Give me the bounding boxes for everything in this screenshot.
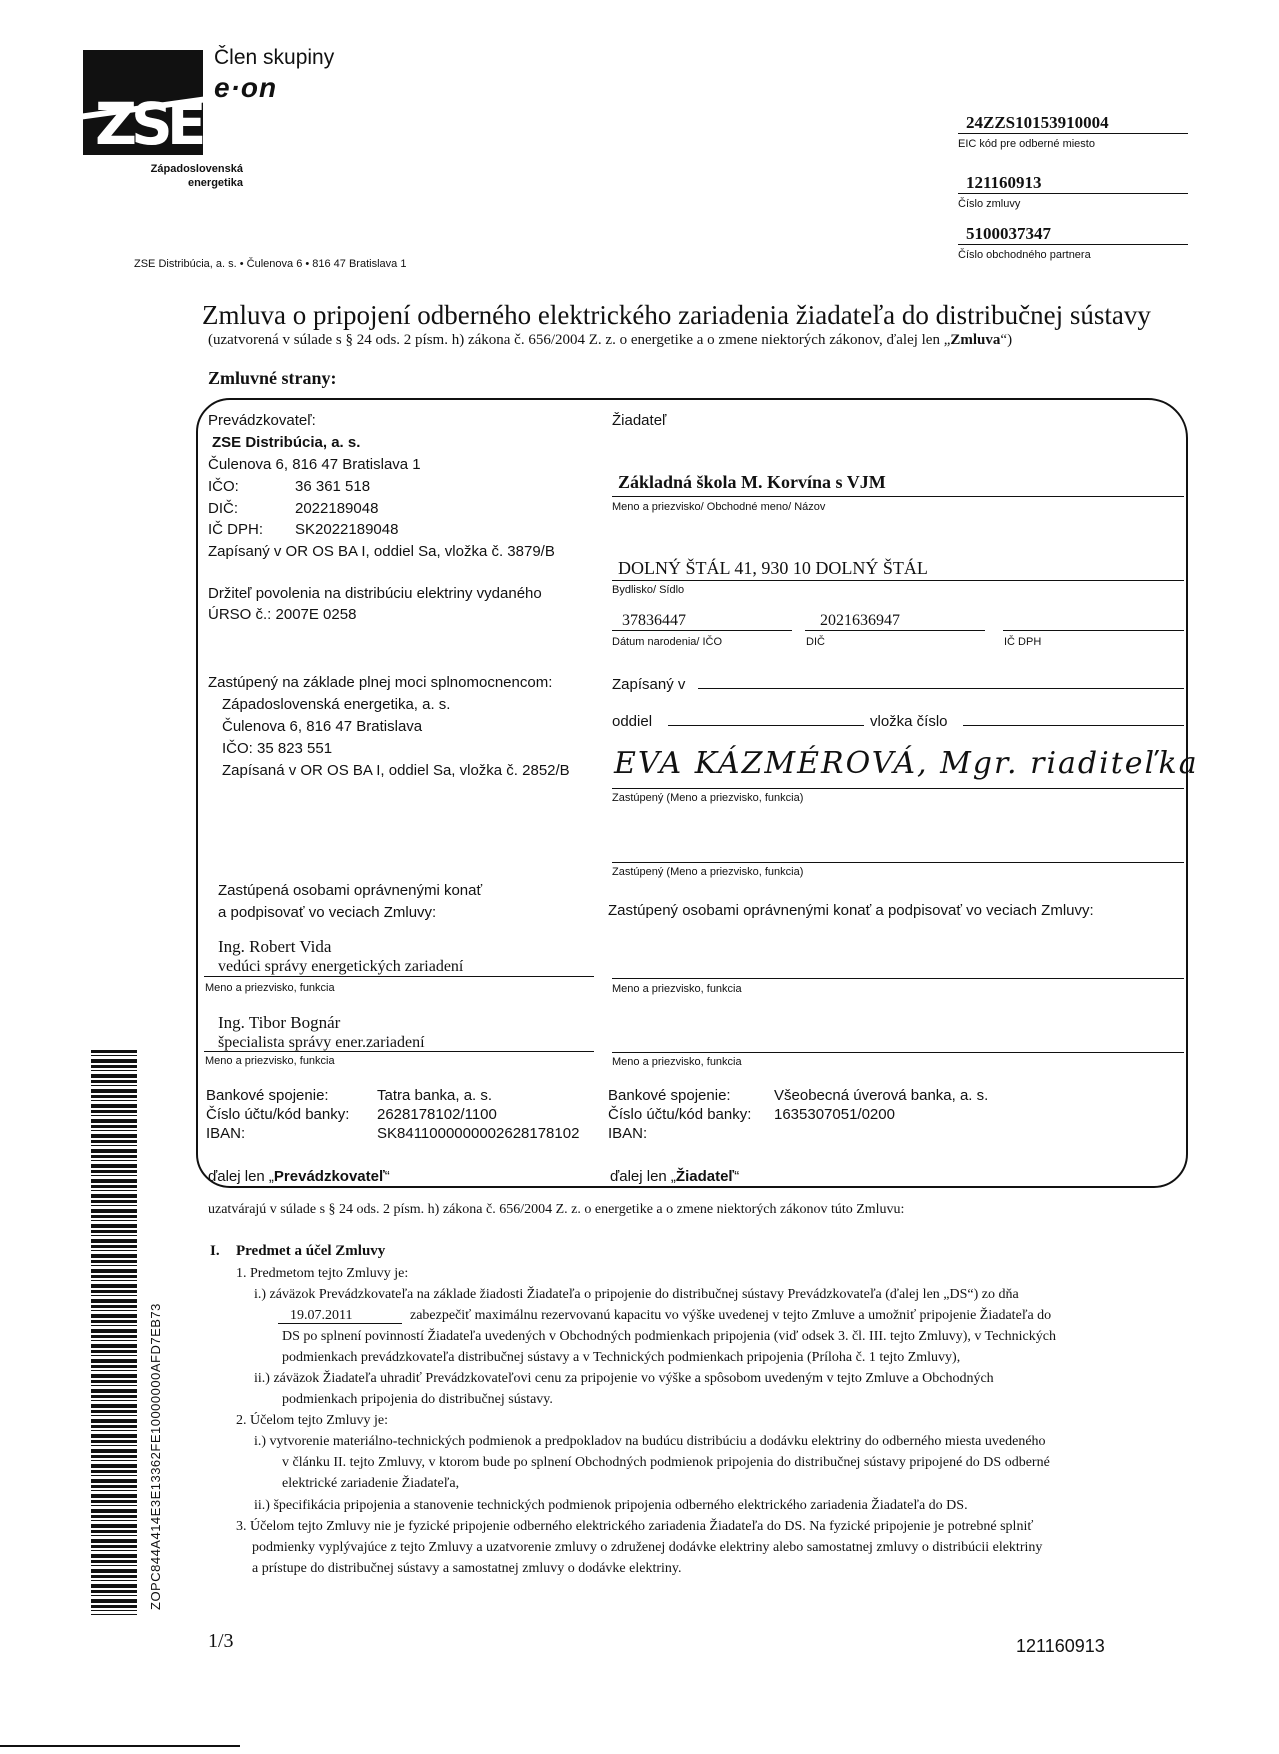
eic-block bbox=[958, 112, 1188, 150]
applicant-name-line bbox=[612, 496, 1184, 497]
paragraph-1: 1. Predmetom tejto Zmluvy je: bbox=[236, 1266, 409, 1281]
operator-hereinafter-prefix: ďalej len „ bbox=[208, 1168, 274, 1185]
applicant-icdph-line bbox=[1003, 630, 1184, 631]
applicant-dic-line bbox=[805, 630, 985, 631]
operator-license-1: Držiteľ povolenia na distribúciu elektriny vydaného bbox=[208, 585, 542, 602]
applicant-person2-line bbox=[612, 1052, 1184, 1053]
paragraph-1i-a: i.) záväzok Prevádzkovateľa na základe žiadosti Žiadateľa o pripojenie do distribučnej sústavy Prevádzkovateľa (ďalej len „DS“) zo dňa bbox=[254, 1287, 1019, 1302]
paragraph-3-a: 3. Účelom tejto Zmluvy nie je fyzické pripojenie odberného elektrického zariadenia Žiadateľa do DS. Na fyzické pripojenie je potrebné splniť bbox=[236, 1519, 1034, 1534]
paragraph-2: 2. Účelom tejto Zmluvy je: bbox=[236, 1413, 389, 1428]
logo-caption-line1: Západoslovenská bbox=[150, 163, 243, 175]
footer-contract-number: 121160913 bbox=[1016, 1636, 1105, 1656]
applicant-bank-label: Bankové spojenie: bbox=[608, 1087, 731, 1104]
applicant-section-label: oddiel bbox=[612, 713, 653, 730]
applicant-account-label: Číslo účtu/kód banky: bbox=[608, 1106, 752, 1123]
applicant-hereinafter-bold: Žiadateľ bbox=[675, 1168, 735, 1185]
contract-label: Číslo zmluvy bbox=[958, 198, 1021, 210]
operator-person1-line bbox=[204, 976, 594, 977]
subtitle-prefix: (uzatvorená v súlade s § 24 ods. 2 písm. h) zákona č. 656/2004 Z. z. o energetike a o zmene niektorých zákonov, ďalej len „ bbox=[208, 332, 951, 348]
operator-authorized-1: Zastúpená osobami oprávnenými konať bbox=[218, 882, 483, 899]
applicant-ico-caption: Dátum narodenia/ IČO bbox=[612, 636, 723, 648]
paragraph-1i-c: DS po splnení povinností Žiadateľa uvedených v Obchodných podmienkach pripojenia (viď odsek 3. čl. III. tejto Zmluvy), v Technických bbox=[282, 1329, 1056, 1344]
operator-person2-role: špecialista správy ener.zariadení bbox=[218, 1034, 425, 1051]
document-subtitle bbox=[208, 332, 1012, 349]
applicant-address-line bbox=[612, 580, 1184, 581]
applicant-iban-label: IBAN: bbox=[608, 1125, 648, 1142]
barcode bbox=[91, 1050, 137, 1615]
applicant-authorized: Zastúpený osobami oprávnenými konať a podpisovať vo veciach Zmluvy: bbox=[608, 902, 1094, 919]
operator-bank-label: Bankové spojenie: bbox=[206, 1087, 329, 1104]
operator-proxy-address: Čulenova 6, 816 47 Bratislava bbox=[222, 718, 423, 735]
paragraph-2i-b: v článku II. tejto Zmluvy, v ktorom bude po splnení Obchodných podmienok pripojenia do distribučnej sústavy pripojené do DS odberné bbox=[282, 1455, 1050, 1470]
company-address: ZSE Distribúcia, a. s. • Čulenova 6 • 816 47 Bratislava 1 bbox=[134, 258, 407, 270]
applicant-registered-label: Zapísaný v bbox=[612, 676, 686, 693]
applicant-icdph-caption: IČ DPH bbox=[1004, 636, 1042, 648]
applicant-insert-label: vložka číslo bbox=[870, 713, 948, 730]
applicant-dic: 2021636947 bbox=[820, 612, 900, 629]
paragraph-3-b: podmienky vyplývajúce z tejto Zmluvy a uzatvorenie zmluvy o združenej dodávke elektriny alebo samostatnej zmluvy o distribúcii elektriny bbox=[252, 1540, 1043, 1555]
applicant-name: Základná škola M. Korvína s VJM bbox=[618, 472, 886, 492]
operator-hereinafter-suffix: “ bbox=[384, 1168, 390, 1185]
operator-dic-label: DIČ: bbox=[208, 500, 238, 517]
applicant-hereinafter-prefix: ďalej len „ bbox=[610, 1168, 676, 1185]
logo-caption-line2: energetika bbox=[187, 177, 243, 189]
applicant-account: 1635307051/0200 bbox=[774, 1106, 895, 1123]
operator-icdph-label: IČ DPH: bbox=[208, 521, 264, 538]
document-title: Zmluva o pripojení odberného elektrického zariadenia žiadateľa do distribučnej sústavy bbox=[202, 300, 1151, 330]
operator-account-label: Číslo účtu/kód banky: bbox=[206, 1106, 350, 1123]
operator-icdph: SK2022189048 bbox=[295, 521, 399, 538]
applicant-person1-line bbox=[612, 978, 1184, 979]
operator-ico: 36 361 518 bbox=[295, 478, 371, 495]
applicant-ico-line bbox=[612, 630, 792, 631]
logo-caption bbox=[83, 162, 243, 190]
operator-proxy-name: Západoslovenská energetika, a. s. bbox=[222, 696, 451, 713]
subtitle-bold: Zmluva bbox=[950, 332, 1001, 348]
operator-dic: 2022189048 bbox=[295, 500, 379, 517]
applicant-person1-caption: Meno a priezvisko, funkcia bbox=[612, 983, 742, 995]
paragraph-1ii-a: ii.) záväzok Žiadateľa uhradiť Prevádzkovateľovi cenu za pripojenie vo výške a spôsobom uvedeným v tejto Zmluve a Obchodných bbox=[254, 1371, 994, 1386]
applicant-insert-line bbox=[963, 725, 1184, 726]
applicant-address-caption: Bydlisko/ Sídlo bbox=[612, 584, 685, 596]
paragraph-2i-a: i.) vytvorenie materiálno-technických podmienok a predpokladov na budúcu distribúciu a dodávku elektriny do odberného miesta uvedeného bbox=[254, 1434, 1046, 1449]
applicant-address: DOLNÝ ŠTÁL 41, 930 10 DOLNÝ ŠTÁL bbox=[618, 558, 928, 578]
applicant-hereinafter-suffix: “ bbox=[734, 1168, 740, 1185]
page-number: 1/3 bbox=[208, 1630, 234, 1652]
operator-iban: SK8411000000002628178102 bbox=[377, 1125, 580, 1142]
applicant-rep-line bbox=[612, 788, 1184, 789]
operator-name: ZSE Distribúcia, a. s. bbox=[212, 434, 361, 451]
operator-ico-label: IČO: bbox=[208, 478, 239, 495]
operator-account: 2628178102/1100 bbox=[377, 1106, 497, 1123]
operator-person1-name: Ing. Robert Vida bbox=[218, 937, 332, 956]
applicant-bank: Všeobecná úverová banka, a. s. bbox=[774, 1087, 989, 1104]
applicant-dic-caption: DIČ bbox=[806, 636, 825, 648]
applicant-rep2-line bbox=[612, 862, 1184, 863]
applicant-person2-caption: Meno a priezvisko, funkcia bbox=[612, 1056, 742, 1068]
section-number: I. bbox=[210, 1243, 220, 1259]
partner-value: 5100037347 bbox=[958, 223, 1188, 245]
applicant-rep2-caption: Zastúpený (Meno a priezvisko, funkcia) bbox=[612, 866, 804, 878]
applicant-signature: EVA KÁZMÉROVÁ, Mgr. riaditeľka bbox=[614, 746, 1199, 781]
applicant-registered-line bbox=[698, 688, 1184, 689]
operator-person1-caption: Meno a priezvisko, funkcia bbox=[205, 982, 335, 994]
operator-label: Prevádzkovateľ: bbox=[208, 412, 316, 429]
operator-proxy-intro: Zastúpený na základe plnej moci splnomocnencom: bbox=[208, 674, 553, 691]
applicant-name-caption: Meno a priezvisko/ Obchodné meno/ Názov bbox=[612, 501, 826, 513]
eic-value: 24ZZS10153910004 bbox=[958, 112, 1188, 134]
applicant-rep-caption: Zastúpený (Meno a priezvisko, funkcia) bbox=[612, 792, 804, 804]
applicant-ico: 37836447 bbox=[622, 612, 686, 629]
paragraph-1i-date-line bbox=[278, 1323, 402, 1324]
operator-license-2: ÚRSO č.: 2007E 0258 bbox=[208, 606, 357, 623]
logo-letters: ZSE bbox=[95, 90, 201, 158]
section-title: Predmet a účel Zmluvy bbox=[236, 1243, 386, 1259]
paragraph-2ii: ii.) špecifikácia pripojenia a stanovenie technických podmienok pripojenia odberného elektrického zariadenia Žiadateľa do DS. bbox=[254, 1498, 968, 1513]
operator-person2-line bbox=[204, 1051, 594, 1052]
group-label: Člen skupiny bbox=[214, 46, 335, 69]
operator-hereinafter bbox=[208, 1166, 390, 1187]
conclude-text: uzatvárajú v súlade s § 24 ods. 2 písm. h) zákona č. 656/2004 Z. z. o energetike a o zmene niektorých zákonov túto Zmluvu: bbox=[208, 1202, 905, 1217]
operator-register: Zapísaný v OR OS BA I, oddiel Sa, vložka č. 3879/B bbox=[208, 543, 555, 560]
paragraph-1ii-b: podmienkach pripojenia do distribučnej sústavy. bbox=[282, 1392, 553, 1407]
operator-iban-label: IBAN: bbox=[206, 1125, 246, 1142]
operator-proxy-ico: IČO: 35 823 551 bbox=[222, 740, 333, 757]
parties-heading: Zmluvné strany: bbox=[208, 368, 337, 388]
applicant-label: Žiadateľ bbox=[612, 412, 667, 429]
operator-hereinafter-bold: Prevádzkovateľ bbox=[273, 1168, 385, 1185]
bottom-rule bbox=[0, 1745, 240, 1747]
barcode-text: ZOPC844A414E3E13362FE10000000AFD7EB73 bbox=[148, 1303, 163, 1610]
paragraph-1i-d: podmienkach prevádzkovateľa distribučnej sústavy a v Technických podmienkach pripojenia (Príloha č. 1 tejto Zmluvy), bbox=[282, 1350, 961, 1365]
operator-person2-caption: Meno a priezvisko, funkcia bbox=[205, 1055, 335, 1067]
contract-block bbox=[958, 172, 1188, 210]
operator-bank: Tatra banka, a. s. bbox=[377, 1087, 493, 1104]
operator-proxy-register: Zapísaná v OR OS BA I, oddiel Sa, vložka č. 2852/B bbox=[222, 762, 570, 779]
applicant-hereinafter bbox=[610, 1166, 739, 1187]
operator-address: Čulenova 6, 816 47 Bratislava 1 bbox=[208, 456, 421, 473]
partner-label: Číslo obchodného partnera bbox=[958, 249, 1091, 261]
eic-label: EIC kód pre odberné miesto bbox=[958, 138, 1095, 150]
paragraph-1i-b: zabezpečiť maximálnu rezervovanú kapacitu vo výške uvedenej v tejto Zmluve a umožniť pripojenie Žiadateľa do bbox=[410, 1308, 1052, 1323]
partner-block bbox=[958, 223, 1188, 261]
eon-brand: e·on bbox=[214, 72, 278, 103]
paragraph-3-c: a prístupe do distribučnej sústavy a samostatnej zmluvy o dodávke elektriny. bbox=[252, 1561, 682, 1576]
paragraph-1i-date: 19.07.2011 bbox=[290, 1308, 353, 1323]
operator-person2-name: Ing. Tibor Bognár bbox=[218, 1013, 341, 1032]
subtitle-suffix: “) bbox=[1000, 332, 1013, 348]
operator-person1-role: vedúci správy energetických zariadení bbox=[218, 958, 464, 975]
operator-authorized-2: a podpisovať vo veciach Zmluvy: bbox=[218, 904, 437, 921]
paragraph-2i-c: elektrické zariadenie Žiadateľa, bbox=[282, 1476, 460, 1491]
zse-logo bbox=[83, 50, 243, 189]
contract-value: 121160913 bbox=[958, 172, 1188, 194]
applicant-section-line bbox=[668, 725, 864, 726]
